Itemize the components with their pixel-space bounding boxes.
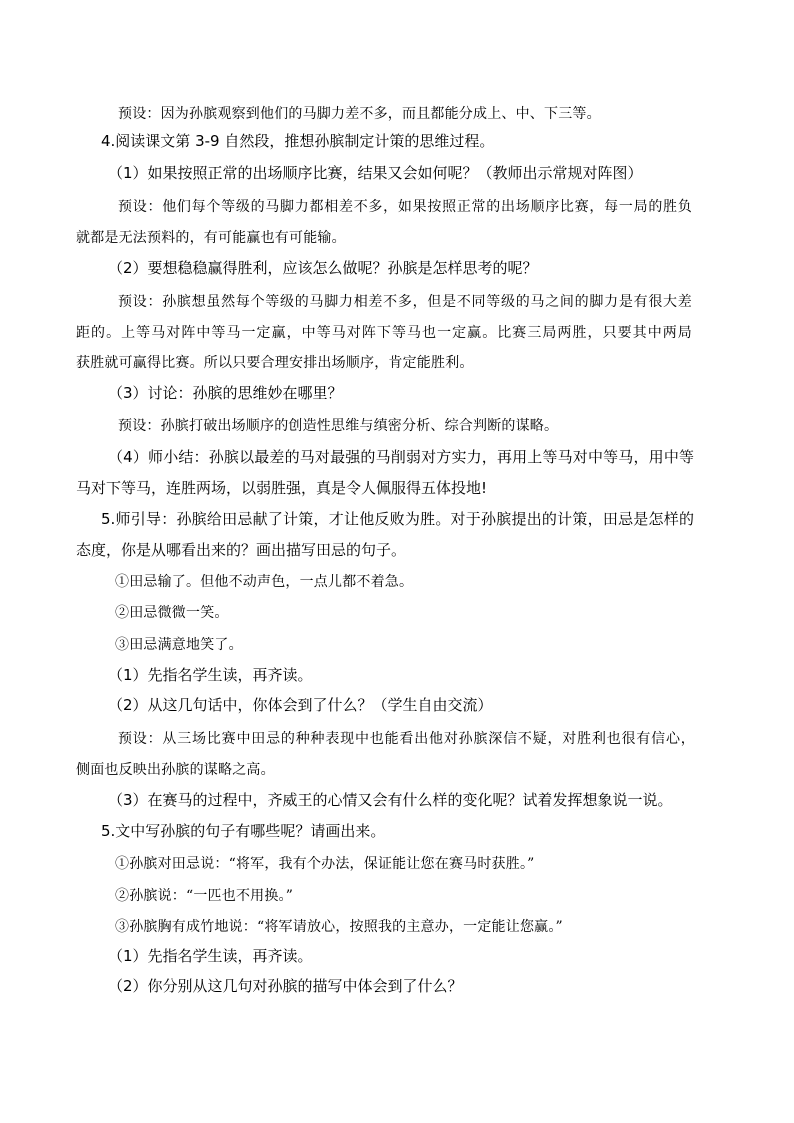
- text-line: 马对下等马，连胜两场，以弱胜强，真是令人佩服得五体投地!: [76, 479, 488, 497]
- text-line: 4.阅读课文第 3-9 自然段，推想孙膑制定计策的思维过程。: [101, 132, 495, 150]
- text-line: ①孙膑对田忌说：“将军，我有个办法，保证能让您在赛马时获胜。”: [115, 856, 535, 872]
- text-line: 预设：从三场比赛中田忌的种种表现中也能看出他对孙膑深信不疑，对胜利也很有信心，: [118, 731, 695, 747]
- text-line: ③田忌满意地笑了。: [115, 637, 243, 653]
- text-line: 预设：孙膑想虽然每个等级的马脚力相差不多，但是不同等级的马之间的脚力是有很大差: [118, 294, 692, 310]
- text-line: （3）在赛马的过程中，齐威王的心情又会有什么样的变化呢？试着发挥想象说一说。: [108, 791, 673, 809]
- text-line: 预设：孙膑打破出场顺序的创造性思维与缜密分析、综合判断的谋略。: [118, 418, 559, 434]
- text-line: （1）先指名学生读，再齐读。: [108, 666, 313, 684]
- text-line: ②田忌微微一笑。: [115, 605, 229, 621]
- text-line: ①田忌输了。但他不动声色，一点儿都不着急。: [115, 574, 414, 590]
- text-line: 预设：他们每个等级的马脚力都相差不多，如果按照正常的出场顺序比赛，每一局的胜负: [118, 199, 692, 215]
- text-line: ③孙膑胸有成竹地说：“将军请放心，按照我的主意办，一定能让您赢。”: [115, 919, 563, 935]
- text-line: （4）师小结：孙膑以最差的马对最强的马削弱对方实力，再用上等马对中等马，用中等: [108, 448, 694, 466]
- text-line: 就都是无法预料的，有可能赢也有可能输。: [76, 230, 346, 246]
- text-line: ②孙膑说：“一匹也不用换。”: [115, 888, 294, 904]
- text-line: 5.师引导：孙膑给田忌献了计策，才让他反败为胜。对于孙膑提出的计策，田忌是怎样的: [101, 510, 694, 528]
- text-line: （1）如果按照正常的出场顺序比赛，结果又会如何呢？（教师出示常规对阵图）: [108, 164, 643, 182]
- text-line: 距的。上等马对阵中等马一定赢，中等马对阵下等马也一定赢。比赛三局两胜，只要其中两局: [76, 325, 692, 341]
- text-line: 态度，你是从哪看出来的？画出描写田忌的句子。: [76, 541, 407, 559]
- text-line: 获胜就可赢得比赛。所以只要合理安排出场顺序，肯定能胜利。: [76, 355, 474, 371]
- text-line: （2）你分别从这几句对孙膑的描写中体会到了什么？: [108, 977, 463, 995]
- text-line: （1）先指名学生读，再齐读。: [108, 947, 313, 965]
- text-line: （3）讨论：孙膑的思维妙在哪里？: [108, 384, 343, 402]
- text-line: （2）要想稳稳赢得胜利，应该怎么做呢？孙膑是怎样思考的呢？: [108, 259, 538, 277]
- text-line: 预设：因为孙膑观察到他们的马脚力差不多，而且都能分成上、中、下三等。: [118, 106, 601, 122]
- text-line: （2）从这几句话中，你体会到了什么？（学生自由交流）: [108, 696, 493, 714]
- text-line: 5.文中写孙膑的句子有哪些呢？请画出来。: [101, 822, 386, 840]
- text-line: 侧面也反映出孙膑的谋略之高。: [76, 762, 275, 778]
